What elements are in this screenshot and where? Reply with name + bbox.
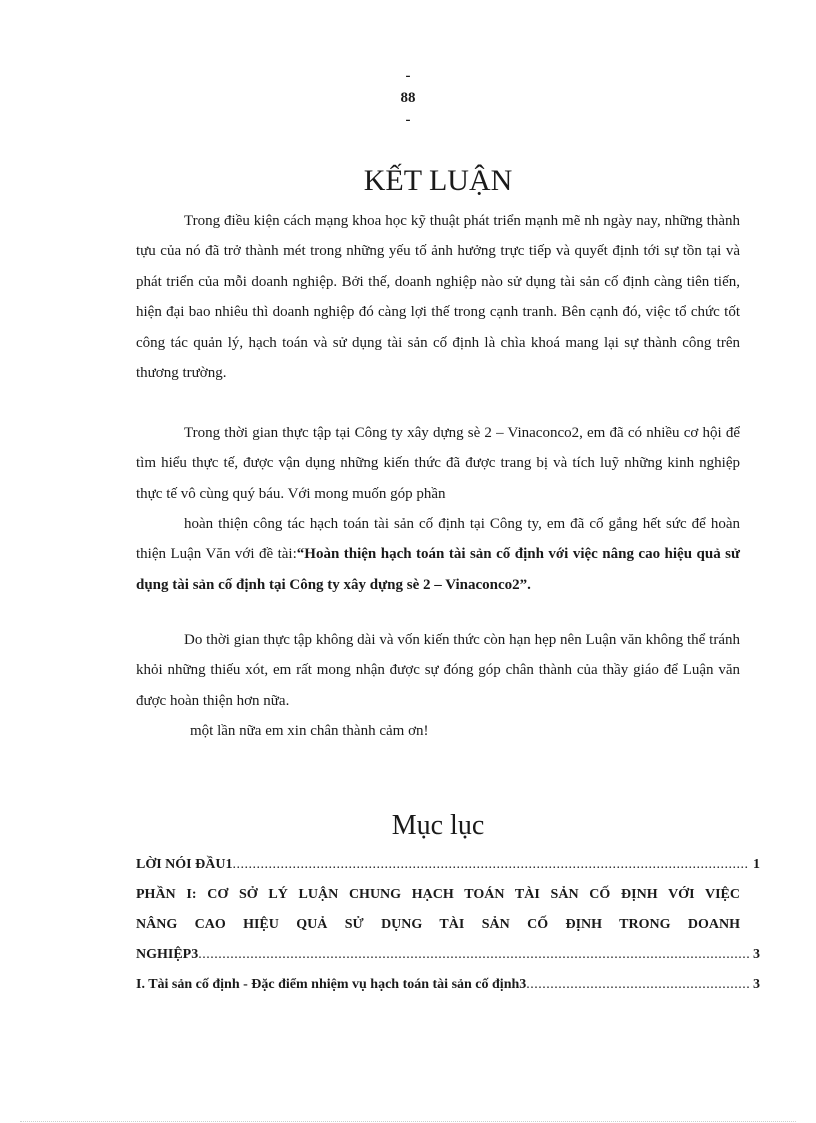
page-bottom-rule [20,1121,796,1122]
toc-entry-text: LỜI NÓI ĐẦU1 [136,857,233,872]
toc-entry-line: NÂNG CAO HIỆU QUẢ SỬ DỤNG TÀI SẢN CỐ ĐỊNH TRONG DOANH [136,917,740,932]
table-of-contents [136,850,760,1000]
toc-entry-preface[interactable] [136,850,760,880]
toc-leader-dots [526,970,749,1000]
toc-leader-dots [198,940,749,970]
toc-leader-dots [232,850,749,880]
toc-entry-section-1[interactable] [136,970,760,1000]
page-dash-top: - [405,68,411,84]
toc-title: Mục lục [391,810,485,841]
conclusion-paragraph-1: Trong điều kiện cách mạng khoa học kỹ thuật phát triển mạnh mẽ nh ngày nay, những thành tựu của nó đã trở thành mét trong những yếu tố ảnh hưởng trực tiếp và quyết định tới sự tồn tại và phát triển của mỗi doanh nghiệp. Bởi thế, doanh nghiệp nào sử dụng tài sản cố định càng tiên tiến, hiện đại bao nhiêu thì doanh nghiệp đó càng lợi thế trong cạnh tranh. Bên cạnh đó, việc tổ chức tốt công tác quản lý, hạch toán và sử dụng tài sản cố định là chìa khoá mang lại sự thành công trên thương trường. [136,213,740,382]
toc-entry-text: I. Tài sản cố định - Đặc điểm nhiệm vụ hạch toán tài sản cố định3 [136,977,527,992]
page-dash-bottom: - [405,112,411,128]
thesis-title: “Hoàn thiện hạch toán tài sản cố định với việc nâng cao hiệu quả sử dụng tài sản cố định tại Công ty xây dựng sè 2 – Vinaconco2”. [136,546,740,593]
toc-entry-part-1[interactable] [136,880,760,970]
toc-entry-page: 1 [753,857,760,872]
thesis-intro-text: hoàn thiện công tác hạch toán tài sản cố định tại Công ty, em đã cố gắng hết sức để hoàn thiện Luận Văn với đề tài: [136,516,740,563]
toc-entry-line: PHẦN I: CƠ SỞ LÝ LUẬN CHUNG HẠCH TOÁN TÀI SẢN CỐ ĐỊNH VỚI VIỆC [136,887,740,902]
toc-entry-page: 3 [753,977,760,992]
page-number: 88 [400,90,416,106]
toc-entry-page: 3 [753,947,760,962]
conclusion-paragraph-4: Do thời gian thực tập không dài và vốn kiến thức còn hạn hẹp nên Luận văn không thể tránh khỏi những thiếu xót, em rất mong nhận được sự đóng góp chân thành của thầy giáo để Luận văn được hoàn thiện hơn nữa. [136,632,740,709]
conclusion-title: KẾT LUẬN [363,164,513,197]
conclusion-paragraph-3 [136,509,740,600]
toc-entry-text: NGHIỆP3 [136,947,199,962]
conclusion-paragraph-2: Trong thời gian thực tập tại Công ty xây dựng sè 2 – Vinaconco2, em đã có nhiều cơ hội để tìm hiểu thực tế, được vận dụng những kiến thức đã được trang bị và tích luỹ những kinh nghiệp thực tế vô cùng quý báu. Với mong muốn góp phần [136,425,740,502]
toc-entry-last-line [136,940,760,970]
conclusion-paragraph-5: một lần nữa em xin chân thành cảm ơn! [190,723,429,739]
